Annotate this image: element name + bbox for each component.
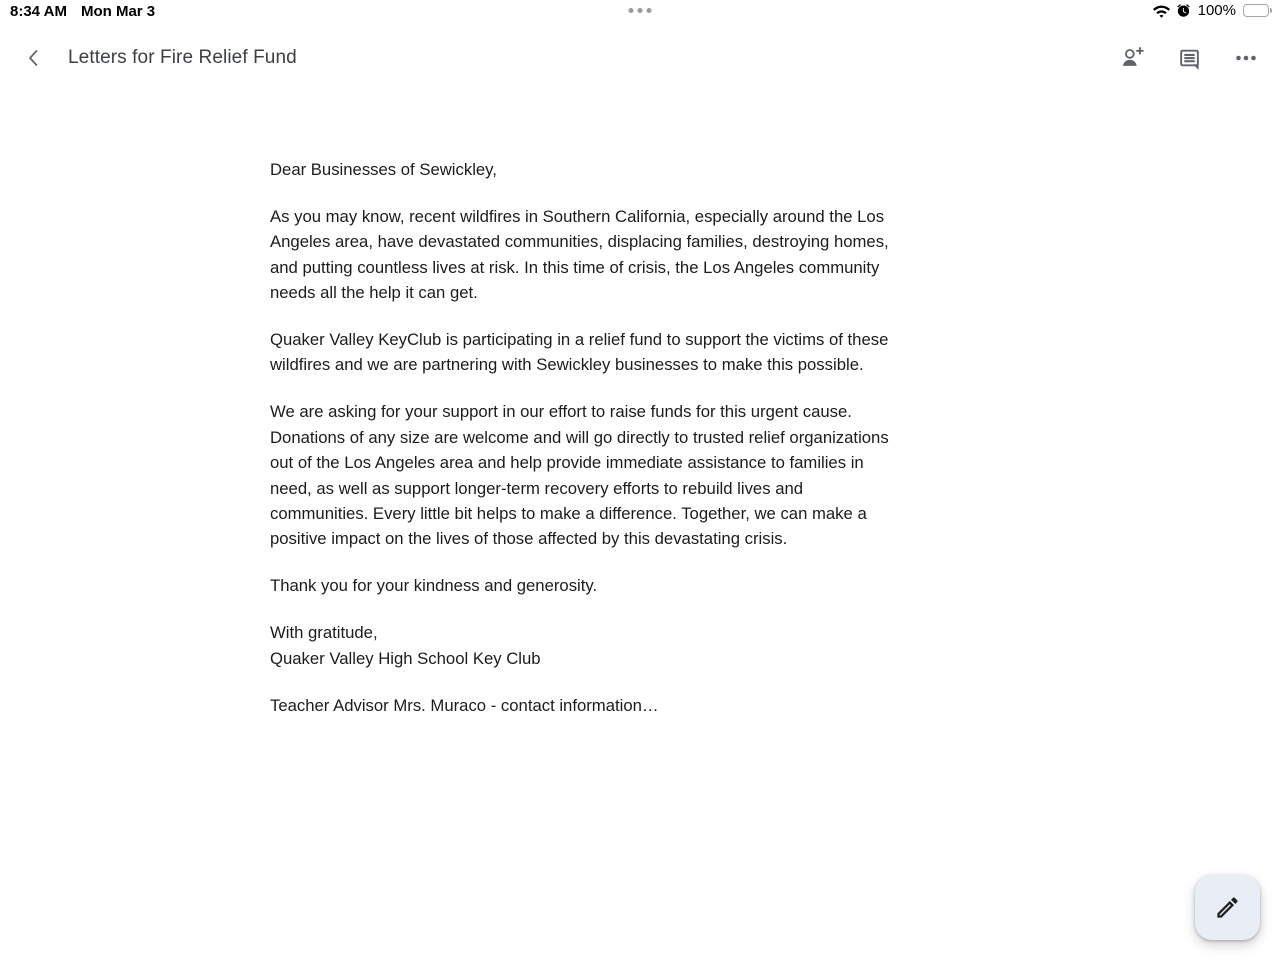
text-line: needs all the help it can get. [270, 283, 478, 303]
comments-button[interactable] [1169, 38, 1209, 78]
battery-percent: 100% [1197, 2, 1236, 19]
text-line: out of the Los Angeles area and help provide immediate assistance to families in [270, 453, 864, 473]
paragraph[interactable] [270, 693, 998, 718]
edit-fab-button[interactable] [1195, 875, 1260, 940]
paragraph[interactable] [270, 327, 998, 378]
more-options-button[interactable] [1226, 38, 1266, 78]
text-line: communities. Every little bit helps to make a difference. Together, we can make a [270, 503, 867, 523]
text-line: Dear Businesses of Sewickley, [270, 160, 497, 179]
wifi-icon [1152, 4, 1171, 18]
paragraph[interactable] [270, 204, 998, 306]
text-line: wildfires and we are partnering with Sewickley businesses to make this possible. [270, 355, 864, 375]
multitask-dots-icon[interactable] [629, 8, 652, 13]
paragraph[interactable] [270, 620, 998, 671]
text-line: Thank you for your kindness and generosity. [270, 576, 598, 596]
status-date: Mon Mar 3 [80, 3, 156, 20]
text-line: positive impact on the lives of those affected by this devastating crisis. [270, 529, 788, 549]
text-line: Donations of any size are welcome and will go directly to trusted relief organizations [270, 427, 889, 447]
battery-icon [1243, 4, 1272, 17]
app-toolbar [0, 26, 1280, 90]
paragraph[interactable] [270, 399, 998, 551]
text-line: We are asking for your support in our effort to raise funds for this urgent cause. [270, 402, 852, 422]
person-add-icon [1119, 45, 1145, 71]
paragraph[interactable] [270, 157, 998, 182]
text-line: and putting countless lives at risk. In this time of crisis, the Los Angeles community [270, 257, 880, 277]
pencil-edit-icon [1214, 894, 1241, 921]
text-line: Teacher Advisor Mrs. Muraco - contact information… [270, 695, 659, 715]
status-bar [0, 0, 1280, 24]
status-time: 8:34 AM [10, 3, 67, 20]
text-line: Angeles area, have devastated communities, displacing families, destroying homes, [270, 232, 889, 252]
chevron-left-icon [22, 46, 46, 70]
more-horizontal-icon [1234, 46, 1258, 70]
alarm-icon [1176, 3, 1191, 18]
comment-icon [1177, 46, 1202, 71]
share-button[interactable] [1112, 38, 1152, 78]
paragraph[interactable] [270, 573, 998, 598]
document-title[interactable]: Letters for Fire Relief Fund [68, 47, 297, 68]
text-line: With gratitude, [270, 623, 378, 643]
text-line: Quaker Valley KeyClub is participating in a relief fund to support the victims of these [270, 330, 889, 350]
text-line: need, as well as support longer-term recovery efforts to rebuild lives and [270, 478, 804, 498]
document-body[interactable] [270, 157, 998, 718]
back-button[interactable] [14, 38, 54, 78]
text-line: Quaker Valley High School Key Club [270, 648, 541, 668]
text-line: As you may know, recent wildfires in Southern California, especially around the Los [270, 206, 885, 226]
